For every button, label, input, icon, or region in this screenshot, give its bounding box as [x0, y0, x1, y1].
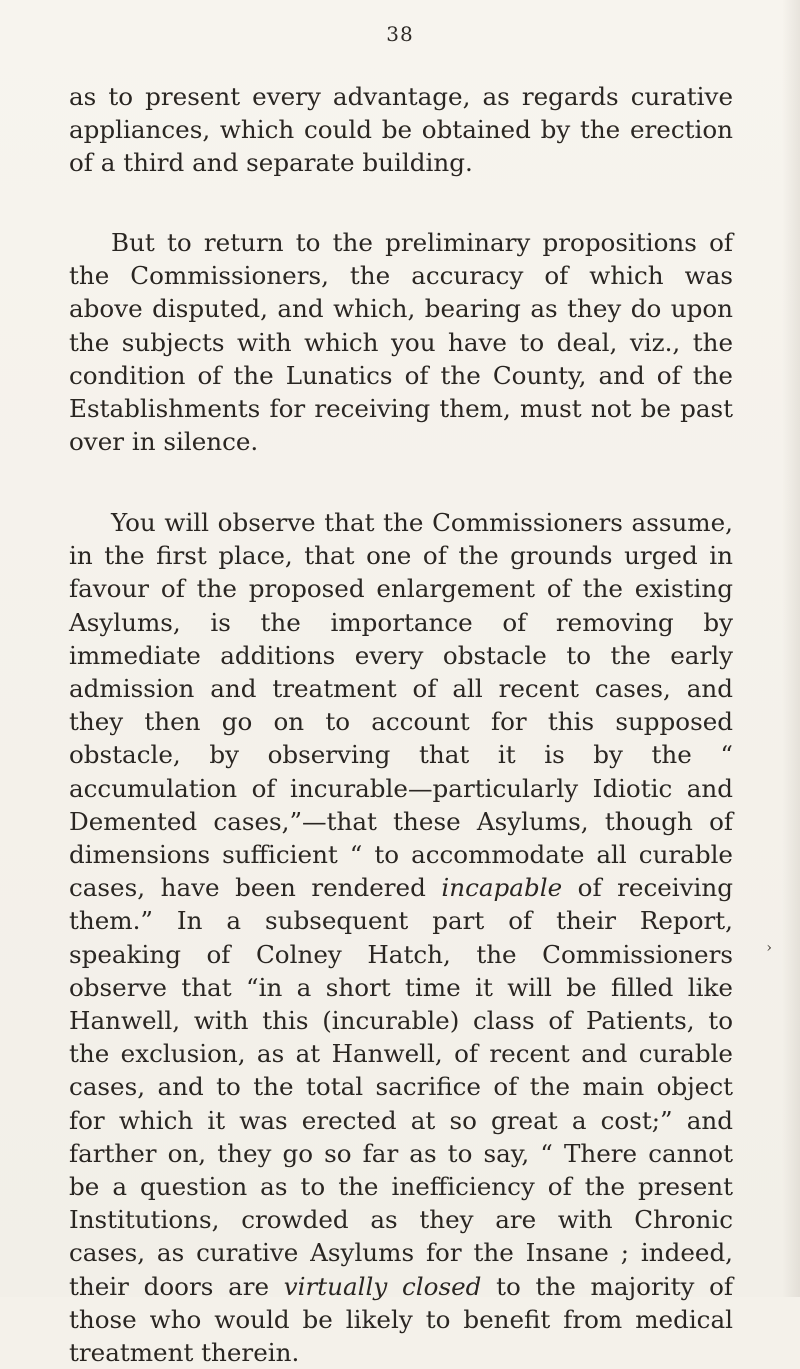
paragraph-text-segment: You will observe that the Commissioners assume, in the first place, that one of the grounds urged in favour of the proposed enlargement of the existing Asylums, is the importance of removing by immediate additions every obstacle to the early admission and treatment of all recent cases, and they then go on to account for this supposed obstacle, by observing that it is by the “ accumulation of incurable—particularly Idiotic and Demented cases,”—that these Asylums, though of dimensions sufficient “ to accommodate all curable cases, have been rendered — [69, 508, 733, 903]
paragraph-preliminary-propositions — [69, 226, 733, 458]
italic-emphasis-incapable: incapable — [441, 873, 563, 903]
paragraph-text: as to present every advantage, as regards curative appliances, which could be obtained by the erection of a third and separate building. — [69, 82, 733, 178]
italic-emphasis-virtually-closed: virtually closed — [283, 1271, 482, 1301]
page-number: 38 — [386, 22, 414, 46]
margin-speck: › — [766, 940, 772, 956]
page-edge-shadow — [782, 0, 800, 1297]
paragraph-continuation — [69, 80, 733, 180]
paragraph-text: But to return to the preliminary propositions of the Commissioners, the accuracy of which was above disputed, and which, bearing as they do upon the subjects with which you have to deal, viz., the condition of the Lunatics of the County, and of the Establishments for receiving them, must not be past over in silence. — [69, 228, 733, 457]
paragraph-commissioners-assumptions — [69, 506, 733, 1369]
paragraph-text-segment: to the majority of those who would be likely to benefit from medical treatment therein. — [69, 1271, 733, 1368]
paragraph-text-segment: of receiving them.” In a subsequent part of their Report, speaking of Colney Hatch, the Commissioners observe that “in a short time it will be filled like Hanwell, with this (incurable) class of Patients, to the exclusion, as at Hanwell, of recent and curable cases, and to the total sacrifice of the main object for which it was erected at so great a cost;” and farther on, they go so far as to say, “ There cannot be a question as to the inefficiency of the present Institutions, crowded as they are with Chronic cases, as curative Asylums for the Insane ; indeed, their doors are — [69, 873, 733, 1301]
